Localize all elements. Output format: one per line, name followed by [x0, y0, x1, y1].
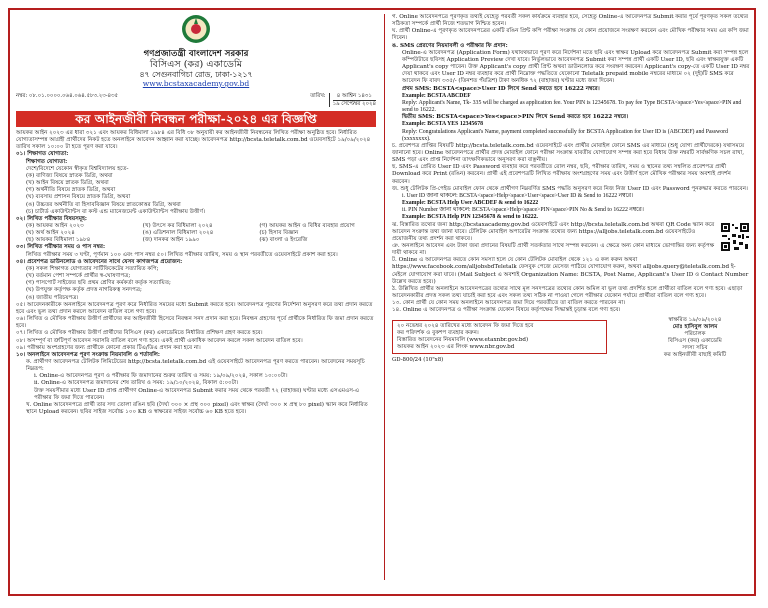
recovery-pin: ii. PIN Number জানা থাকলে: BCSTA<space>Help<space>PIN<space>PIN No & Send to 16222 নম্বরে।	[402, 207, 644, 214]
sms-second-label: দ্বিতীয় SMS: BCSTA<space>Yes<space>PIN লিখে Send করতে হবে 16222 নম্বরে।	[402, 114, 629, 121]
notice-line: বিস্তারিত আবেদনের নিয়মাবলি (www.etaxnbr.gov.bd)	[397, 336, 529, 343]
qr-code-icon[interactable]	[720, 222, 750, 252]
schedule-item: ii. Online-এ আবেদনপত্র জমাদানের শেষ তারিখ ও সময়: ১৯/১০/২০২৪, বিকাল ৫:০০টা।	[34, 380, 239, 387]
memo-row	[16, 93, 376, 107]
document-item: (খ) বর্তমান পেশা সম্পর্কে প্রার্থীর স্ব-ঘোষণাপত্র;	[26, 273, 131, 280]
date-bangla: ৪ আশ্বিন ১৪৩১	[336, 93, 372, 100]
qualification-item: (খ) আইন বিষয়ে স্নাতক ডিগ্রি, অথবা	[26, 180, 109, 187]
document-item: (গ) পাসপোর্ট সাইজের ছবি প্রথম শ্রেণির কর্মকর্তা কর্তৃক সত্যায়িত;	[26, 280, 171, 287]
sms-instructions: Online-এ আবেদনপত্র (Application Form) যথাযথভাবে পূরণ করে নির্দেশনা মতে ছবি এবং স্বাক্ষর Upload করে আবেদনপত্র Submit করা সম্পন্ন হলে কম্পিউটারে ছবিসহ Application Preview দেখা যাবে। নির্ভুলভাবে আবেদনপত্র Submit করা সম্পন্ন প্রার্থী একটি User ID, ছবি এবং স্বাক্ষরযুক্ত একটি Applicant's copy পাবেন। উক্ত Applicant's copy প্রার্থী প্রিন্ট অথবা ডাউনলোড করে সংরক্ষণ করবেন। Applicant's copy-তে একটি User ID নম্বর দেয়া থাকবে এবং User ID নম্বর ব্যবহার করে প্রার্থী নিম্নোক্ত পদ্ধতিতে যেকোনো Teletalk prepaid mobile নম্বরের মাধ্যমে ০২ (দুই)টি SMS করে আবেদন ফি বাবদ ৩৩৫/- (তিনশত পঁয়ত্রিশ) টাকা অনধিক ৭২ (বাহাত্তর) ঘণ্টার মধ্যে জমা দিবেন।	[402, 49, 750, 85]
intro-paragraph: আয়কর আইন ২০২৩ এর ধারা ৩২১ এবং আয়কর বিধিমালা ১৯৮৪ এর বিধি ৩৮ অনুযায়ী কর আইনজীবী নিবন্ধনের লিখিত পরীক্ষা অনুষ্ঠিত হবে। নির্ধারিত যোগ্যতাসম্পন্ন আগ্রহী প্রার্থীদের নিকট হতে অনলাইনে আবেদন আহ্বান করা যাচ্ছে। আবেদনপত্র http://bcsta.teletalk.com.bd ওয়েবসাইটে ১৯/০৯/২০২৪ তারিখ সকাল ১০:০০ টা হতে পূরণ করা যাবে।	[16, 129, 371, 151]
signer-name: মোঃ হাসিবুল আলম	[672, 323, 718, 330]
qualification-item: (চ) চার্টার্ড একাউন্ট্যান্টস বা কস্ট এন্ড ম্যানেজমেন্ট একাউন্ট্যান্টস পরীক্ষায় উত্তীর্ণ।	[26, 208, 206, 215]
signature-block	[640, 317, 750, 365]
sms-second-reply: Reply: Congratulations Applicant's Name, payment completed successfully for BCSTA Application for User ID is (ABCDEF) and Password (xxxxxxxx).	[402, 128, 728, 142]
document-item: (ক) সকল শিক্ষাগত যোগ্যতার সার্টিফিকেটের সত্যায়িত কপি;	[26, 265, 159, 272]
government-emblem-icon	[181, 14, 211, 44]
gd-number: GD-800/24 (10"x8)	[392, 357, 444, 364]
signer-role: কর আইনজীবী বাছাই কমিটি	[663, 351, 727, 358]
schedule-item: i. Online-এ আবেদনপত্র পূরণ ও পরীক্ষার ফি জমাদানের শুরুর তারিখ ও সময়: ১৯/০৯/২০২৪, সকাল ১০:০০টা।	[34, 373, 288, 380]
memo-number: নম্বর: ০৮.০১.০০০০.০৬৪.০৬৪.৫৮৩.২৩-৪৩৫	[16, 93, 119, 100]
section-10-a: ক. প্রার্থীগণ আবেদনপত্র টেলিটক লিমিটেডের http://bcsta.teletalk.com.bd এই ওয়েবসাইটে আবেদনপত্র পূরণ করতে পারবেন। আবেদনের সময়সূচি নিম্নরূপ:	[26, 358, 365, 373]
date-english: ১৯ সেপ্টেম্বর ২০২৪	[332, 100, 376, 107]
signer-member: সদস্য সচিব	[682, 344, 708, 351]
schedule-item: উক্ত সময়সীমার মধ্যে User ID প্রাপ্ত প্রার্থীগণ Online-এ আবেদনপত্র Submit করার সময় থেকে পরবর্তী ৭২ (বাহাত্তর) ঘণ্টার মধ্যে এসএমএস-এ পরীক্ষার ফি জমা দিতে পারবেন।	[34, 387, 360, 401]
document-item: (ঙ) জাতীয় পরিচয়পত্র।	[26, 294, 79, 301]
exam-subject: (খ) উৎসে কর বিধিমালা ২০২৪	[142, 223, 213, 229]
header	[16, 14, 376, 88]
sms-first-example: Example: BCSTA ABCDEF	[402, 92, 471, 99]
section-9: ০৯। পরীক্ষায় অংশগ্রহণের জন্য প্রার্থীকে কোনো প্রকার টিএ/ডিএ প্রদান করা হবে না।	[16, 344, 201, 351]
qualification-item: (ঘ) ব্যবসায় প্রশাসন বিষয়ে স্নাতক ডিগ্রি, অথবা	[26, 194, 131, 201]
section-8: ০৮। অসম্পূর্ণ বা ত্রুটিপূর্ণ আবেদন সরাসরি বাতিল বলে গণ্য হবে। একই প্রার্থী একাধিক আবেদন করলে সকল আবেদন বাতিল হবে।	[16, 337, 303, 344]
sms-first-reply: Reply: Applicant's Name, Tk- 335 will be charged as application fee. Your PIN is 12345678. To pay fee Type BCSTA<space>Yes<space>PIN and send to 16222.	[402, 99, 742, 114]
exam-subject: (ক) আয়কর আইন ২০২৩	[26, 223, 84, 229]
exam-subject: (ঘ) অর্থ আইন ২০২৪	[26, 230, 75, 237]
notice-line: ২০ নভেম্বর ২০২৪ তারিখের মধ্যে আবেদন ফি জমা দিতে হবে	[397, 322, 534, 329]
item-thirteen: ১৩. কোন প্রার্থী যে কোন সময় অনলাইনে আবেদনপত্র জমা দিয়ে পরবর্তীতে তা বাতিল করতে পারবেন না।	[392, 300, 626, 307]
item-gh: ঘ. প্রার্থী Online-এ পূরণকৃত আবেদনপত্রের একটি রঙিন প্রিন্ট কপি পরীক্ষা সংক্রান্ত যে কোন প্রয়োজনে সংরক্ষণ করবেন এবং মৌখিক পরীক্ষার সময় এর কপি জমা দিবেন।	[392, 28, 749, 42]
recovery-user-id: i. User ID জানা থাকলে: BCSTA<space>Help<space>User<space>User ID & Send to 16222 নম্বরে।	[402, 192, 634, 199]
section-7: ০৭। লিখিত ও মৌখিক পরীক্ষায় উত্তীর্ণ প্রার্থীদের বিসিএস (কর) একাডেমিতে নির্ধারিত প্রশিক্ষণ গ্রহণ করতে হবে।	[16, 330, 263, 337]
item-eleven: ট. Online এ আবেদনপত্র করতে কোন সমস্যা হলে যে কোন টেলিটক মোবাইল থেকে ১২১ এ কল করুন অথবা https://www.facebook.com/alljobsbdTeletalk ফেসবুক পেজে মেসেজ পাঠিয়ে যোগাযোগ করুন, অথবা alljobs.query@teletalk.com.bd ই-মেইলে যোগাযোগ করা যাবে। (Mail Subject এ অবশ্যই Organization Name: BCSTA, Post Name, Applicant's User ID ও Contact Number উল্লেখ করতে হবে।)	[392, 257, 749, 285]
exam-subject: (ঙ) এডিশনাল বিধিমালা ২০২৪	[142, 230, 214, 237]
qualification-item: (গ) অর্থনীতি বিষয়ে স্নাতক ডিগ্রি, অথবা	[26, 187, 116, 194]
item-fourteen: ১৪. Online এ আবেদনপত্র ও পরীক্ষা সংক্রান্ত যেকোন বিষয়ে কর্তৃপক্ষের সিদ্ধান্তই চূড়ান্ত বলে গণ্য হবে।	[392, 307, 621, 314]
section-4-title: ০৪। প্রবেশপত্র ডাউনলোড ও আবেদনের সাথে যেসব কাগজপত্র প্রয়োজন:	[16, 258, 183, 265]
section-5: ০৫। আবেদনকারীকে অনলাইনে আবেদনপত্র পূরণ করে নির্ধারিত সময়ের মধ্যে Submit করতে হবে। আবেদনপত্র পূরণের নির্দেশনা অনুসরণ করে তথ্য প্রদান করতে হবে এবং ভুল তথ্য প্রদান করলে আবেদন বাতিল বলে গণ্য হবে।	[16, 301, 373, 315]
sms-second-example: Example: BCSTA YES 12345678	[402, 121, 484, 128]
recovery-pin-example: Example: BCSTA Help PIN 12345678 & send to 16222.	[402, 214, 538, 221]
item-g: গ. Online আবেদনপত্রে পূরণকৃত তথ্যই যেহেতু পরবর্তী সকল কার্যক্রমে ব্যবহার হবে, সেহেতু Online-এ আবেদনপত্র Submit করার পূর্বে পূরণকৃত সকল তথ্যের সঠিকতা সম্পর্কে প্রার্থী নিজে শতভাগ নিশ্চিত হবেন।	[392, 14, 749, 28]
sms-section-title: ঙ. SMS প্রেরণের নিয়মাবলী ও পরীক্ষার ফি প্রদান:	[392, 42, 508, 49]
section-1-text: দেশে/বিদেশে যেকোন স্বীকৃত বিশ্ববিদ্যালয় হতে-	[26, 165, 129, 172]
section-6: ০৬। লিখিত ও মৌখিক পরীক্ষায় উত্তীর্ণ প্রার্থীদের কর আইনজীবী হিসেবে নিবন্ধন সনদ প্রদান করা হবে। নিবন্ধন গ্রহণের পূর্বে প্রার্থীকে নির্ধারিত ফি জমা প্রদান করতে হবে।	[16, 316, 374, 330]
organization-address: ৪৭ সেগুনবাগিচা রোড, ঢাকা-১২১৭	[139, 70, 253, 80]
right-column	[392, 14, 750, 364]
signer-organization: বিসিএস (কর) একাডেমি	[668, 337, 722, 344]
item-chh: চ. প্রবেশপত্র প্রাপ্তির বিষয়টি http://bcsta.teletalk.com.bd ওয়েবসাইটে এবং প্রার্থীর মোবাইল ফোনে SMS এর মাধ্যমে (শুধু যোগ্য প্রার্থীদেরকে) যথাসময়ে জানানো হবে। Online আবেদনপত্রে প্রার্থীর প্রদত্ত মোবাইল ফোনে পরীক্ষা সংক্রান্ত যাবতীয় যোগাযোগ সম্পন্ন করা হবে বিধায় উক্ত নম্বরটি সার্বক্ষণিক সচল রাখা, SMS পড়া এবং প্রাপ্ত নির্দেশনা তাৎক্ষণিকভাবে অনুসরণ করা বাঞ্ছনীয়।	[392, 142, 745, 164]
memo-date	[310, 93, 376, 107]
notice-line: কর পরিদর্শক ও বুকশপ ব্যবহার করুন।	[397, 329, 479, 336]
sms-first-label: প্রথম SMS: BCSTA<space>User ID লিখে Send করতে হবে 16222 নম্বরে।	[402, 85, 600, 92]
section-3-text: লিখিত পরীক্ষার সময় ৩ ঘণ্টা, পূর্ণমান ১০০ এবং পাস নম্বর ৫০। লিখিত পরীক্ষার তারিখ, সময় ও স্থান পরবর্তীতে ওয়েবসাইটে প্রকাশ করা হবে।	[26, 251, 338, 258]
item-twelve: ঠ. উল্লিখিত প্রার্থীর অনলাইনে আবেদনপত্রের তথ্যের সাথে মূল সনদপত্রের তথ্যের কোন অমিল বা ভুল তথ্য প্রদর্শিত হলে প্রার্থীতা বাতিল বলে গণ্য হবে। এছাড়া আবেদনকারীর প্রদত্ত সকল তথ্য যাচাই করা হবে এবং সকল তথ্য সঠিক না পাওয়া গেলে পরীক্ষার যেকোন পর্যায়ে প্রার্থীতা বাতিল বলে গণ্য হবে।	[392, 285, 743, 300]
document-item: (ঘ) উপযুক্ত কর্তৃপক্ষ কর্তৃক প্রদত্ত নাগরিকত্ব সনদপত্র;	[26, 287, 142, 294]
footer-left	[392, 317, 607, 365]
item-nine-block	[392, 222, 750, 243]
item-ten: ঞ. অনলাইনে আবেদন এবং টাকা জমা প্রদানের বিষয়টি প্রার্থী সতর্কতার সাথে সম্পন্ন করবেন। এ ক্ষেত্রে অন্য কোন মাধ্যমে ভোগান্তির জন্য কর্তৃপক্ষ দায়ী থাকবে না।	[392, 243, 715, 257]
section-3-title: ০৩। লিখিত পরীক্ষার সময় ও পাস নম্বর:	[16, 244, 106, 251]
section-10-title: ১০। অনলাইনে আবেদনপত্র পূরণ সংক্রান্ত নিয়মাবলি ও শর্তাবলি:	[16, 351, 160, 358]
date-box	[329, 93, 376, 107]
organization-website[interactable]: www.bcstaxacademy.gov.bd	[142, 79, 250, 89]
qualification-item: (ক) বাণিজ্য বিষয়ে স্নাতক ডিগ্রি, অথবা	[26, 172, 113, 179]
section-1-title: ০১। শিক্ষাগত যোগ্যতা:	[16, 151, 69, 158]
notice-title-banner: কর আইনজীবী নিবন্ধন পরীক্ষা-২০২৪ এর বিজ্ঞপ্তি	[16, 111, 376, 127]
government-name: গণপ্রজাতন্ত্রী বাংলাদেশ সরকার	[143, 49, 249, 60]
qualification-item: (ঙ) উচ্চতর অর্থনীতি বা হিসাববিজ্ঞান বিষয়ে স্নাতকোত্তর ডিগ্রি, অথবা	[26, 201, 181, 208]
organization-name: বিসিএস (কর) একাডেমি	[149, 59, 243, 71]
exam-subject: (ঝ) বাংলা ও ইংরেজি	[259, 237, 308, 244]
item-j: ছ. SMS-এ প্রেরিত User ID এবং Password ব্যবহার করে পরবর্তীতে রোল নম্বর, ছবি, পরীক্ষার তারিখ, সময় ও স্থানের তথ্য সম্বলিত প্রবেশপত্র প্রার্থী Download করে Print (রঙিন) করবেন। প্রার্থী এই প্রবেশপত্রটি লিখিত পরীক্ষায় অংশগ্রহণের সময় এবং উত্তীর্ণ হলে মৌখিক পরীক্ষার সময় অবশ্যই প্রদর্শন করবেন।	[392, 164, 731, 185]
signer-title: পরিচালক	[684, 330, 706, 337]
section-10-b: খ. Online আবেদনপত্রে প্রার্থী তার সদ্য তোলা রঙিন ছবি (দৈর্ঘ্য ৩০০ × প্রস্থ ৩০০ pixel) এবং স্বাক্ষর (দৈর্ঘ্য ৩০০ × প্রস্থ ৮০ pixel) স্ক্যান করে নির্ধারিত স্থানে Upload করবেন। ছবির সাইজ সর্বোচ্চ ১০০ KB ও স্বাক্ষরের সাইজ সর্বোচ্চ ৬০ KB হতে হবে।	[26, 401, 368, 416]
column-divider	[384, 14, 385, 580]
recovery-user-example: Example: BCSTA Help User ABCDEF & send to 16222	[402, 200, 539, 207]
exam-subject: (ছ) আয়কর বিধিমালা ১৯৮৪	[26, 237, 91, 244]
notice-box	[392, 320, 607, 355]
item-nine: ঝ. বিস্তারিত তথ্যের জন্য http://bcstaxacademy.gov.bd ওয়েবসাইটে এবং http://bcsta.teletalk.com.bd অথবা QR Code স্ক্যান করে আবেদন সংক্রান্ত তথ্য জানা যাবে। টেলিটক মোবাইল অপারেটর সংক্রান্ত তথ্যের জন্য https://alljobs.teletalk.com.bd ওয়েবসাইটেও প্রয়োজনীয় তথ্য প্রদর্শন করা থাকবে।	[392, 221, 715, 242]
section-1-subtitle: শিক্ষাগত যোগ্যতা:	[26, 158, 68, 165]
item-jh: জ. শুধু টেলিটক প্রি-পেইড মোবাইল ফোন থেকে প্রার্থীগণ নিম্নবর্ণিত SMS পদ্ধতি অনুসরণ করে নিজ নিজ User ID এবং Password পুনরুদ্ধার করতে পারবেন।	[392, 185, 748, 192]
exam-subject: (চ) হিসাব বিজ্ঞান	[259, 230, 299, 237]
exam-subject: (জ) দানকর আইন ১৯৯০	[142, 237, 200, 244]
footer	[392, 317, 750, 365]
left-column	[16, 14, 376, 416]
exam-subjects-grid	[16, 223, 376, 244]
date-label: তারিখ:	[310, 93, 326, 100]
section-2-title: ০২। লিখিত পরীক্ষার বিষয়সমূহ:	[16, 215, 87, 222]
signature: স্বাক্ষরিত ১৯/০৯/২০২৪	[668, 316, 722, 323]
notice-line: আয়কর আইন ২০২৩ এর লিংক www.nbr.gov.bd	[397, 344, 515, 351]
exam-subject: (গ) আয়কর আইন ও বিধির ব্যবহার প্রয়োগ	[259, 223, 355, 229]
